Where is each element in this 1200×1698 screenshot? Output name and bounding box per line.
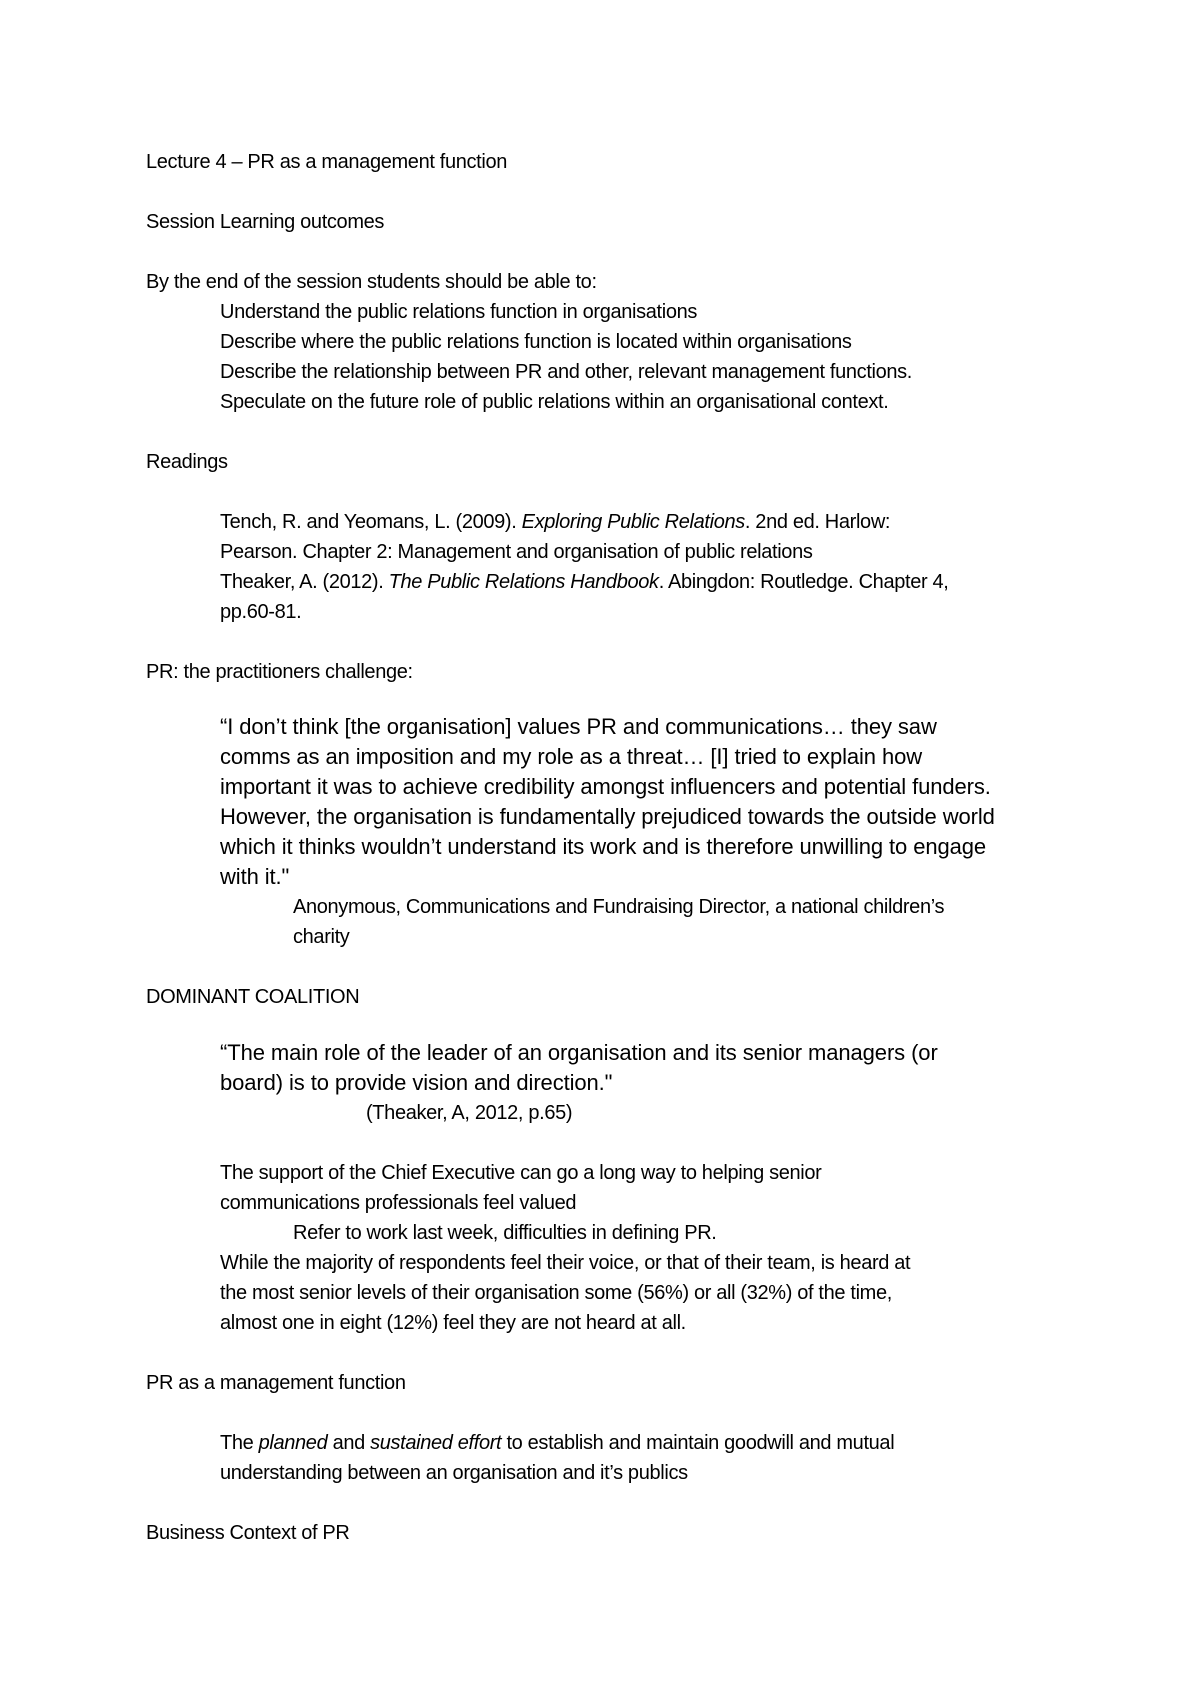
practitioner-quote-line: “I don’t think [the organisation] values PR and communications… they saw: [220, 714, 937, 739]
definition-emphasis: planned: [258, 1432, 328, 1454]
survey-paragraph-line: almost one in eight (12%) feel they are not heard at all.: [220, 1312, 686, 1334]
dominant-coalition-heading: DOMINANT COALITION: [146, 986, 360, 1008]
reading-title: Exploring Public Relations: [521, 511, 745, 533]
reading-title: The Public Relations Handbook: [388, 571, 659, 593]
reading-reference: [220, 507, 890, 537]
reading-publisher: Pearson. Chapter 2: Management and organisation of public relations: [220, 541, 813, 563]
practitioner-quote-line: which it thinks wouldn’t understand its work and is therefore unwilling to engage: [220, 834, 987, 859]
learning-outcome-item: Describe the relationship between PR and other, relevant management functions.: [220, 361, 913, 383]
support-paragraph-line: communications professionals feel valued: [220, 1192, 577, 1214]
reading-details: . Abingdon: Routledge. Chapter 4,: [658, 571, 949, 593]
leader-quote-citation: (Theaker, A, 2012, p.65): [366, 1102, 573, 1124]
definition-emphasis: sustained effort: [370, 1432, 502, 1454]
quote-attribution: Anonymous, Communications and Fundraising Director, a national children’s: [293, 896, 945, 918]
reading-details: . 2nd ed. Harlow:: [744, 511, 891, 533]
leader-quote-line: board) is to provide vision and direction.": [220, 1070, 613, 1095]
learning-outcome-item: Understand the public relations function in organisations: [220, 301, 698, 323]
quote-attribution: charity: [293, 926, 350, 948]
survey-paragraph-line: the most senior levels of their organisation some (56%) or all (32%) of the time,: [220, 1282, 892, 1304]
definition-text: and: [327, 1432, 371, 1454]
refer-note: Refer to work last week, difficulties in defining PR.: [293, 1222, 717, 1244]
learning-outcome-item: Speculate on the future role of public relations within an organisational context.: [220, 391, 889, 413]
survey-paragraph-line: While the majority of respondents feel their voice, or that of their team, is heard at: [220, 1252, 911, 1274]
reading-authors: Tench, R. and Yeomans, L. (2009).: [220, 511, 522, 533]
management-function-heading: PR as a management function: [146, 1372, 406, 1394]
readings-heading: Readings: [146, 451, 228, 473]
leader-quote-line: “The main role of the leader of an organisation and its senior managers (or: [220, 1040, 938, 1065]
challenge-heading: PR: the practitioners challenge:: [146, 661, 413, 683]
reading-pages: pp.60-81.: [220, 601, 302, 623]
document-title: Lecture 4 – PR as a management function: [146, 151, 508, 173]
practitioner-quote-line: However, the organisation is fundamentally prejudiced towards the outside world: [220, 804, 995, 829]
definition-text: The: [220, 1432, 259, 1454]
reading-authors: Theaker, A. (2012).: [220, 571, 389, 593]
learning-outcomes-heading: Session Learning outcomes: [146, 211, 385, 233]
practitioner-quote-line: important it was to achieve credibility amongst influencers and potential funders.: [220, 774, 991, 799]
practitioner-quote-line: comms as an imposition and my role as a threat… [I] tried to explain how: [220, 744, 923, 769]
practitioner-quote-line: with it.": [220, 864, 290, 889]
definition-text: to establish and maintain goodwill and mutual: [501, 1432, 895, 1454]
support-paragraph-line: The support of the Chief Executive can go a long way to helping senior: [220, 1162, 822, 1184]
pr-definition-line: understanding between an organisation and it’s publics: [220, 1462, 688, 1484]
reading-reference: [220, 567, 948, 597]
business-context-heading: Business Context of PR: [146, 1522, 350, 1544]
learning-outcomes-intro: By the end of the session students should be able to:: [146, 271, 597, 293]
learning-outcome-item: Describe where the public relations function is located within organisations: [220, 331, 852, 353]
pr-definition-line: [220, 1428, 894, 1458]
